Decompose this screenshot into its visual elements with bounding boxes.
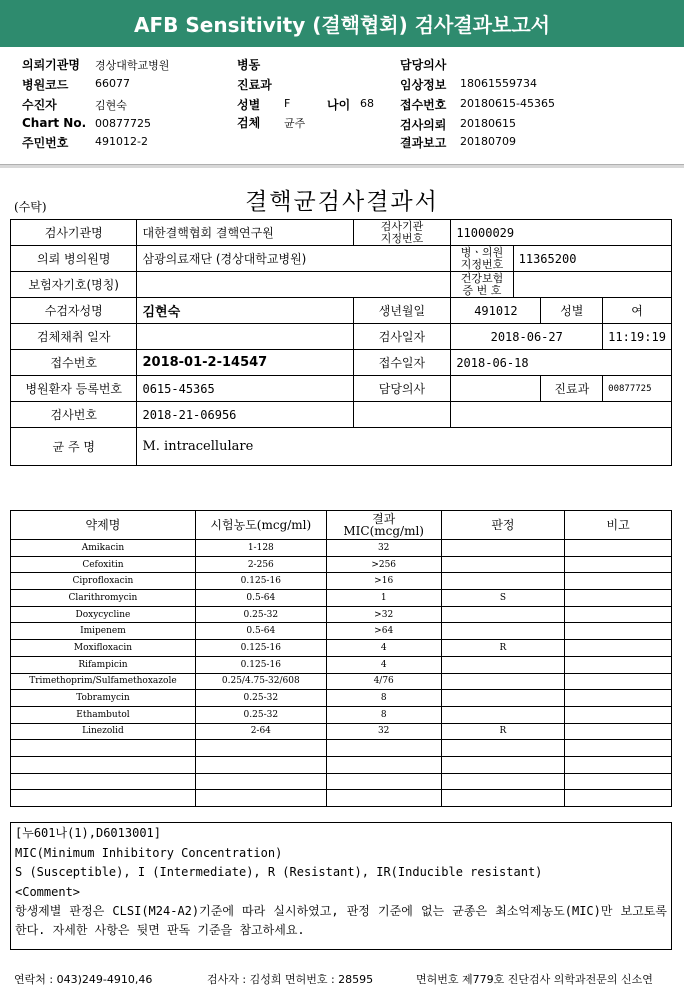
drug-cell-range: 0.25-32 — [195, 690, 326, 707]
drug-cell-drug: Tobramycin — [11, 690, 196, 707]
drug-cell-range: 1-128 — [195, 540, 326, 557]
test-no-label: 검사번호 — [11, 402, 137, 428]
patient-value: 김현숙 — [95, 99, 127, 112]
drug-cell-drug: Cefoxitin — [11, 556, 196, 573]
recv-date-value: 2018-06-18 — [451, 350, 672, 376]
drug-cell-mic: >256 — [326, 556, 441, 573]
section-divider — [0, 164, 684, 168]
footer-contact: 연락처 : 043)249-4910,46 — [14, 973, 153, 986]
lab-label: 검사기관명 — [11, 220, 137, 246]
drug-row-blank — [11, 790, 672, 807]
dept-label: 진료과 — [541, 376, 603, 402]
drug-cell-drug: Trimethoprim/Sulfamethoxazole — [11, 673, 196, 690]
drug-row — [11, 623, 672, 640]
drug-cell-range: 0.25-32 — [195, 706, 326, 723]
drug-cell-mic: 8 — [326, 706, 441, 723]
drug-cell-remark — [565, 723, 672, 740]
test-no-value: 2018-21-06956 — [137, 402, 353, 428]
drug-cell-mic: >64 — [326, 623, 441, 640]
drug-row — [11, 723, 672, 740]
drug-cell-mic: 1 — [326, 590, 441, 607]
drug-cell-drug: Rifampicin — [11, 656, 196, 673]
drug-cell-mic: >32 — [326, 606, 441, 623]
drug-cell-blank — [195, 756, 326, 773]
test-no-blank-2 — [451, 402, 672, 428]
col-interp: 판정 — [441, 511, 565, 540]
health-value — [513, 272, 671, 298]
drug-cell-remark — [565, 556, 672, 573]
drug-cell-range: 0.125-16 — [195, 640, 326, 657]
drug-row-blank — [11, 756, 672, 773]
dob-label: 생년월일 — [353, 298, 451, 324]
recv-no-label: 접수번호 — [11, 350, 137, 376]
drug-cell-blank — [195, 773, 326, 790]
drug-cell-blank — [326, 790, 441, 807]
drug-cell-blank — [11, 790, 196, 807]
drug-cell-range: 2-64 — [195, 723, 326, 740]
drug-cell-drug: Doxycycline — [11, 606, 196, 623]
drug-cell-remark — [565, 540, 672, 557]
document-title: 결핵균검사결과서 — [245, 189, 439, 215]
insurer-value — [137, 272, 451, 298]
drug-cell-drug: Ciprofloxacin — [11, 573, 196, 590]
notes-mic-def: MIC(Minimum Inhibitory Concentration) — [15, 845, 283, 860]
drug-cell-drug: Imipenem — [11, 623, 196, 640]
drug-cell-range: 0.25/4.75-32/608 — [195, 673, 326, 690]
drug-cell-interp — [441, 606, 565, 623]
rrn-label: 주민번호 — [22, 136, 69, 150]
organism-value: M. intracellulare — [137, 428, 672, 466]
reg-no-value: 0615-45365 — [137, 376, 353, 402]
hosp-id-value: 11365200 — [513, 246, 671, 272]
drug-cell-blank — [441, 790, 565, 807]
test-date-value: 2018-06-27 — [451, 324, 603, 350]
drug-cell-blank — [326, 756, 441, 773]
notes-legend: S (Susceptible), I (Intermediate), R (Resistant), IR(Inducible resistant) — [15, 865, 543, 879]
drug-cell-interp — [441, 556, 565, 573]
dept-value: 00877725 — [603, 376, 672, 402]
drug-row — [11, 556, 672, 573]
hosp-id-label: 병ㆍ의원 지정번호 — [451, 246, 513, 272]
drug-cell-interp — [441, 623, 565, 640]
consignment-tag: (수탁) — [14, 200, 47, 214]
lab-id-value: 11000029 — [451, 220, 672, 246]
drug-cell-drug: Clarithromycin — [11, 590, 196, 607]
drug-row — [11, 673, 672, 690]
drug-row — [11, 573, 672, 590]
drug-cell-remark — [565, 640, 672, 657]
dob-value: 491012 — [451, 298, 541, 324]
drug-cell-range: 0.25-32 — [195, 606, 326, 623]
footer-examiner: 검사자 : 김성희 면허번호 : 28595 — [207, 973, 374, 986]
patient-label: 수진자 — [22, 98, 57, 112]
drug-row-blank — [11, 773, 672, 790]
req-hosp-label: 의뢰 병의원명 — [11, 246, 137, 272]
drug-cell-mic: 4/76 — [326, 673, 441, 690]
drug-cell-range: 0.125-16 — [195, 656, 326, 673]
recv-date-label: 접수일자 — [353, 350, 451, 376]
drug-cell-blank — [441, 740, 565, 757]
collect-value — [137, 324, 353, 350]
organism-label: 균 주 명 — [11, 428, 137, 466]
notes-box — [10, 822, 672, 950]
drug-cell-drug: Linezolid — [11, 723, 196, 740]
drug-cell-interp — [441, 656, 565, 673]
drug-cell-blank — [11, 756, 196, 773]
drug-cell-remark — [565, 706, 672, 723]
drug-cell-blank — [565, 790, 672, 807]
lab-id-label: 검사기관 지정번호 — [353, 220, 451, 246]
drug-cell-remark — [565, 606, 672, 623]
lab-value: 대한결핵협회 결핵연구원 — [137, 220, 353, 246]
insurer-label: 보험자기호(명칭) — [11, 272, 137, 298]
drug-row — [11, 540, 672, 557]
accession-value: 20180615-45365 — [460, 97, 555, 110]
drug-cell-mic: 32 — [326, 723, 441, 740]
drug-cell-range: 0.5-64 — [195, 590, 326, 607]
specimen-value: 균주 — [284, 117, 306, 130]
physician-label: 담당의사 — [353, 376, 451, 402]
drug-cell-blank — [195, 790, 326, 807]
drug-cell-remark — [565, 623, 672, 640]
physician-value — [451, 376, 541, 402]
drug-cell-remark — [565, 573, 672, 590]
drug-cell-mic: >16 — [326, 573, 441, 590]
ward-label: 병동 — [237, 58, 261, 72]
health-label: 건강보험 증 번 호 — [451, 272, 513, 298]
clinical-label: 임상정보 — [400, 78, 447, 92]
drug-cell-blank — [326, 773, 441, 790]
drug-cell-interp — [441, 540, 565, 557]
doctor-label: 담당의사 — [400, 58, 447, 72]
drug-cell-mic: 4 — [326, 656, 441, 673]
chart-label: Chart No. — [22, 116, 87, 130]
drug-cell-blank — [565, 756, 672, 773]
inst-label: 의뢰기관명 — [22, 58, 80, 72]
drug-cell-blank — [11, 740, 196, 757]
drug-cell-drug: Ethambutol — [11, 706, 196, 723]
drug-cell-remark — [565, 673, 672, 690]
clinical-value: 18061559734 — [460, 77, 537, 90]
name-value: 김현숙 — [137, 298, 353, 324]
test-no-blank — [353, 402, 451, 428]
col-drug: 약제명 — [11, 511, 196, 540]
rrn-value: 491012-2 — [95, 135, 148, 148]
drug-row — [11, 606, 672, 623]
collect-label: 검체채취 일자 — [11, 324, 137, 350]
name-label: 수검자성명 — [11, 298, 137, 324]
drug-cell-interp: R — [441, 723, 565, 740]
drug-cell-remark — [565, 590, 672, 607]
drug-row — [11, 690, 672, 707]
test-time-value: 11:19:19 — [603, 324, 672, 350]
drug-row — [11, 640, 672, 657]
notes-comment-heading: <Comment> — [15, 884, 81, 899]
drug-cell-interp — [441, 573, 565, 590]
footer-license: 면허번호 제779호 진단검사 의학과전문의 신소연 — [416, 973, 653, 986]
drug-cell-mic: 8 — [326, 690, 441, 707]
drug-cell-mic: 4 — [326, 640, 441, 657]
drug-cell-interp: S — [441, 590, 565, 607]
accession-label: 접수번호 — [400, 98, 447, 112]
drug-rows — [11, 540, 672, 807]
drug-cell-blank — [326, 740, 441, 757]
susceptibility-table — [10, 510, 672, 807]
drug-cell-range: 2-256 — [195, 556, 326, 573]
drug-cell-mic: 32 — [326, 540, 441, 557]
drug-cell-range: 0.125-16 — [195, 573, 326, 590]
req-hosp-value: 삼광의료재단 (경상대학교병원) — [137, 246, 451, 272]
age-label: 나이 — [327, 98, 351, 112]
report-value: 20180709 — [460, 135, 516, 148]
drug-cell-blank — [11, 773, 196, 790]
request-value: 20180615 — [460, 117, 516, 130]
report-header-info — [0, 54, 684, 158]
drug-cell-interp: R — [441, 640, 565, 657]
notes-comment: 항생제별 판정은 CLSI(M24-A2)기준에 따라 실시하였고, 판정 기준에 없는 균종은 최소억제농도(MIC)만 보고토록 한다. 자세한 사항은 뒷면 판독 기준을 참고하세요. — [15, 904, 667, 937]
drug-cell-drug: Amikacin — [11, 540, 196, 557]
request-label: 검사의뢰 — [400, 118, 447, 132]
drug-cell-interp — [441, 706, 565, 723]
reg-no-label: 병원환자 등록번호 — [11, 376, 137, 402]
col-range: 시험농도(mcg/ml) — [195, 511, 326, 540]
drug-cell-blank — [195, 740, 326, 757]
col-remark: 비고 — [565, 511, 672, 540]
notes-code: [누601나(1),D6013001] — [15, 826, 162, 840]
report-banner: AFB Sensitivity (결핵협회) 검사결과보고서 — [0, 0, 684, 47]
drug-cell-remark — [565, 690, 672, 707]
drug-cell-range: 0.5-64 — [195, 623, 326, 640]
drug-row — [11, 706, 672, 723]
drug-cell-drug: Moxifloxacin — [11, 640, 196, 657]
inst-value: 경상대학교병원 — [95, 59, 170, 72]
specimen-label: 검체 — [237, 116, 261, 130]
drug-cell-blank — [565, 773, 672, 790]
sex-label: 성별 — [237, 98, 261, 112]
age-value: 68 — [360, 97, 374, 110]
drug-cell-interp — [441, 673, 565, 690]
test-date-label: 검사일자 — [353, 324, 451, 350]
report-label: 결과보고 — [400, 136, 447, 150]
dept-label: 진료과 — [237, 78, 272, 92]
drug-cell-interp — [441, 690, 565, 707]
recv-no-value: 2018-01-2-14547 — [137, 350, 353, 376]
drug-cell-remark — [565, 656, 672, 673]
drug-row — [11, 590, 672, 607]
drug-row — [11, 656, 672, 673]
drug-row-blank — [11, 740, 672, 757]
col-mic: 결과 MIC(mcg/ml) — [326, 511, 441, 540]
patient-info-table — [10, 219, 672, 466]
drug-cell-blank — [441, 773, 565, 790]
sex-value: F — [284, 97, 291, 110]
code-value: 66077 — [95, 77, 130, 90]
sex-value: 여 — [603, 298, 672, 324]
code-label: 병원코드 — [22, 78, 69, 92]
chart-value: 00877725 — [95, 117, 151, 130]
drug-cell-blank — [565, 740, 672, 757]
drug-cell-blank — [441, 756, 565, 773]
sex-label: 성별 — [541, 298, 603, 324]
